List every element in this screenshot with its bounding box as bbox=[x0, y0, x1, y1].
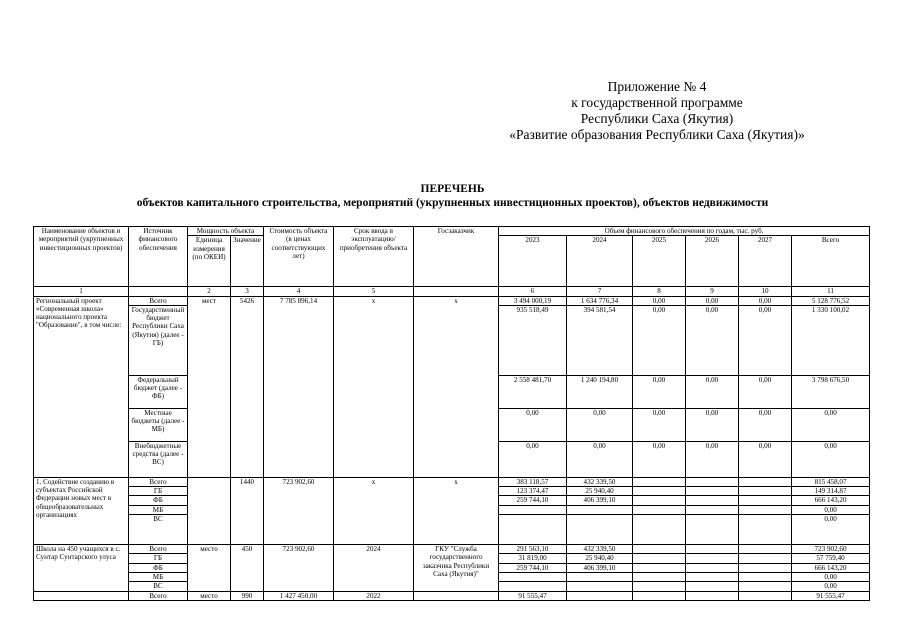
header-year-2027: 2027 bbox=[739, 236, 792, 287]
funding-source: ВС bbox=[129, 582, 188, 591]
funding-value bbox=[567, 582, 633, 591]
funding-source: МБ bbox=[129, 572, 188, 581]
state-customer: х bbox=[414, 477, 499, 544]
funding-value: 0,00 bbox=[792, 408, 870, 441]
funding-value bbox=[499, 515, 567, 545]
funding-value: 91 555,47 bbox=[499, 591, 567, 600]
funding-value bbox=[633, 572, 686, 581]
header-year-2025: 2025 bbox=[633, 236, 686, 287]
funding-value: 0,00 bbox=[686, 441, 739, 477]
col-num: 2 bbox=[188, 287, 231, 296]
funding-value bbox=[686, 496, 739, 505]
funding-value bbox=[739, 496, 792, 505]
funding-value: 0,00 bbox=[499, 441, 567, 477]
funding-value bbox=[739, 582, 792, 591]
funding-value: 149 314,87 bbox=[792, 487, 870, 496]
funding-value: 0,00 bbox=[792, 505, 870, 514]
funding-value bbox=[686, 563, 739, 572]
funding-value: 406 399,10 bbox=[567, 563, 633, 572]
funding-value: 1 330 100,02 bbox=[792, 305, 870, 375]
funding-value bbox=[686, 505, 739, 514]
funding-value bbox=[633, 554, 686, 563]
funding-value: 0,00 bbox=[499, 408, 567, 441]
funding-source: Всего bbox=[129, 545, 188, 554]
state-customer: х bbox=[414, 296, 499, 477]
document-subtitle: объектов капитального строительства, мероприятий (укрупненных инвестиционных проектов), объектов недвижимости bbox=[136, 197, 769, 209]
funding-value: 25 940,40 bbox=[567, 554, 633, 563]
funding-value bbox=[633, 487, 686, 496]
funding-value: 935 518,49 bbox=[499, 305, 567, 375]
appendix-line-4: «Развитие образования Республики Саха (Якутия)» bbox=[509, 127, 805, 142]
header-year-2026: 2026 bbox=[686, 236, 739, 287]
object-cost: 723 902,60 bbox=[264, 545, 334, 591]
funding-value bbox=[567, 572, 633, 581]
capacity-unit: мест bbox=[188, 296, 231, 477]
funding-value: 3 798 676,50 bbox=[792, 375, 870, 408]
funding-value: 432 339,50 bbox=[567, 477, 633, 486]
funding-value: 0,00 bbox=[633, 296, 686, 305]
col-num: 6 bbox=[499, 287, 567, 296]
header-year-2024: 2024 bbox=[567, 236, 633, 287]
funding-value: 2 558 481,70 bbox=[499, 375, 567, 408]
funding-value: 91 555,47 bbox=[792, 591, 870, 600]
table-row bbox=[34, 477, 870, 486]
column-numbers-row bbox=[34, 287, 870, 296]
funding-value: 259 744,10 bbox=[499, 563, 567, 572]
appendix-line-2: к государственной программе bbox=[571, 95, 743, 110]
funding-value: 0,00 bbox=[567, 441, 633, 477]
funding-value: 0,00 bbox=[633, 305, 686, 375]
capacity-value: 1440 bbox=[231, 477, 264, 544]
projects-table bbox=[33, 226, 870, 601]
funding-value: 5 128 776,52 bbox=[792, 296, 870, 305]
funding-value: 0,00 bbox=[567, 408, 633, 441]
funding-value: 25 940,40 bbox=[567, 487, 633, 496]
funding-value: 815 458,07 bbox=[792, 477, 870, 486]
table-row bbox=[34, 591, 870, 600]
funding-value bbox=[739, 515, 792, 545]
funding-value: 0,00 bbox=[792, 441, 870, 477]
funding-value: 0,00 bbox=[686, 408, 739, 441]
capacity-unit: место bbox=[188, 545, 231, 591]
header-customer: Госзаказчик bbox=[414, 227, 499, 287]
state-customer: ГКУ "Служба государственного заказчика Республики Саха (Якутия)" bbox=[414, 545, 499, 591]
header-commission: Срок ввода в эксплуатацию/приобретения объекта bbox=[334, 227, 414, 287]
funding-value: 57 759,40 bbox=[792, 554, 870, 563]
commission-year: 2024 bbox=[334, 545, 414, 591]
object-cost: 7 785 896,14 bbox=[264, 296, 334, 477]
col-num: 4 bbox=[264, 287, 334, 296]
funding-value: 0,00 bbox=[739, 296, 792, 305]
funding-value bbox=[633, 545, 686, 554]
funding-value bbox=[686, 477, 739, 486]
object-name: 1. Содействие созданию в субъектах Российской Федерации новых мест в общеобразовательных организациях bbox=[34, 477, 129, 544]
object-name bbox=[34, 591, 129, 600]
funding-value bbox=[686, 591, 739, 600]
funding-value: 0,00 bbox=[739, 441, 792, 477]
funding-source: ФБ bbox=[129, 563, 188, 572]
funding-value bbox=[633, 515, 686, 545]
header-capacity: Мощность объекта bbox=[188, 227, 264, 236]
funding-source: Внебюджетные средства (далее - ВС) bbox=[129, 441, 188, 477]
funding-value: 0,00 bbox=[633, 408, 686, 441]
funding-value: 0,00 bbox=[686, 296, 739, 305]
appendix-line-3: Республики Саха (Якутия) bbox=[580, 111, 734, 126]
funding-value: 666 143,20 bbox=[792, 563, 870, 572]
funding-value bbox=[739, 563, 792, 572]
header-source: Источник финансового обеспечения bbox=[129, 227, 188, 287]
funding-value: 1 634 776,34 bbox=[567, 296, 633, 305]
funding-source: ФБ bbox=[129, 496, 188, 505]
funding-value: 3 494 000,19 bbox=[499, 296, 567, 305]
col-num: 3 bbox=[231, 287, 264, 296]
funding-value bbox=[739, 487, 792, 496]
funding-value bbox=[739, 477, 792, 486]
funding-source: Федеральный бюджет (далее - ФБ) bbox=[129, 375, 188, 408]
header-unit: Единица измерения (по ОКЕИ) bbox=[188, 236, 231, 287]
col-num bbox=[129, 287, 188, 296]
funding-value: 31 819,00 bbox=[499, 554, 567, 563]
funding-source: Всего bbox=[129, 296, 188, 305]
capacity-value: 990 bbox=[231, 591, 264, 600]
header-year-2023: 2023 bbox=[499, 236, 567, 287]
funding-source: Всего bbox=[129, 591, 188, 600]
table-row bbox=[34, 545, 870, 554]
table-row bbox=[34, 296, 870, 305]
funding-value: 0,00 bbox=[792, 572, 870, 581]
funding-value: 666 143,20 bbox=[792, 496, 870, 505]
funding-value: 0,00 bbox=[686, 305, 739, 375]
col-num: 8 bbox=[633, 287, 686, 296]
funding-value: 123 374,47 bbox=[499, 487, 567, 496]
funding-value bbox=[686, 554, 739, 563]
capacity-value: 5426 bbox=[231, 296, 264, 477]
funding-value bbox=[739, 591, 792, 600]
col-num: 5 bbox=[334, 287, 414, 296]
funding-source: ВС bbox=[129, 515, 188, 545]
commission-year: 2022 bbox=[334, 591, 414, 600]
header-value: Значение bbox=[231, 236, 264, 287]
funding-value: 0,00 bbox=[739, 408, 792, 441]
col-num: 7 bbox=[567, 287, 633, 296]
funding-source: МБ bbox=[129, 505, 188, 514]
object-name: Школа на 450 учащихся в с. Сунтар Сунтарского улуса bbox=[34, 545, 129, 591]
funding-value bbox=[567, 515, 633, 545]
funding-value bbox=[499, 505, 567, 514]
funding-value bbox=[633, 496, 686, 505]
funding-value: 0,00 bbox=[792, 515, 870, 545]
object-cost: 723 902,60 bbox=[264, 477, 334, 544]
funding-value: 432 339,50 bbox=[567, 545, 633, 554]
header-funding: Объем финансового обеспечения по годам, тыс. руб. bbox=[499, 227, 870, 236]
state-customer bbox=[414, 591, 499, 600]
funding-value bbox=[686, 545, 739, 554]
funding-value bbox=[499, 572, 567, 581]
document-title: ПЕРЕЧЕНЬ bbox=[420, 183, 485, 195]
funding-value: 406 399,10 bbox=[567, 496, 633, 505]
funding-value bbox=[686, 487, 739, 496]
funding-value bbox=[739, 572, 792, 581]
col-num: 10 bbox=[739, 287, 792, 296]
funding-value bbox=[739, 505, 792, 514]
capacity-unit bbox=[188, 477, 231, 544]
funding-value bbox=[633, 563, 686, 572]
funding-value bbox=[633, 582, 686, 591]
object-cost: 1 427 450,00 bbox=[264, 591, 334, 600]
funding-value bbox=[567, 591, 633, 600]
funding-value bbox=[633, 505, 686, 514]
col-num: 9 bbox=[686, 287, 739, 296]
funding-value bbox=[567, 505, 633, 514]
funding-value: 0,00 bbox=[739, 305, 792, 375]
appendix-header bbox=[477, 79, 837, 143]
header-cost: Стоимость объекта (в ценах соответствующих лет) bbox=[264, 227, 334, 287]
funding-value bbox=[739, 554, 792, 563]
funding-value: 0,00 bbox=[633, 441, 686, 477]
funding-value: 383 118,57 bbox=[499, 477, 567, 486]
capacity-value: 450 bbox=[231, 545, 264, 591]
funding-source: ГБ bbox=[129, 487, 188, 496]
funding-value bbox=[633, 477, 686, 486]
funding-value: 1 240 194,80 bbox=[567, 375, 633, 408]
funding-source: Всего bbox=[129, 477, 188, 486]
funding-value: 394 581,54 bbox=[567, 305, 633, 375]
funding-value: 259 744,10 bbox=[499, 496, 567, 505]
funding-value: 0,00 bbox=[686, 375, 739, 408]
funding-value bbox=[739, 545, 792, 554]
header-name: Наименование объектов и мероприятий (укрупненных инвестиционных проектов) bbox=[34, 227, 129, 287]
funding-value bbox=[499, 582, 567, 591]
commission-year: х bbox=[334, 477, 414, 544]
commission-year: х bbox=[334, 296, 414, 477]
col-num: 11 bbox=[792, 287, 870, 296]
capacity-unit: место bbox=[188, 591, 231, 600]
appendix-line-1: Приложение № 4 bbox=[607, 79, 707, 94]
funding-value: 723 902,60 bbox=[792, 545, 870, 554]
object-name: Региональный проект «Современная школа» национального проекта "Образование", в том числе: bbox=[34, 296, 129, 477]
header-total: Всего bbox=[792, 236, 870, 287]
funding-value: 0,00 bbox=[633, 375, 686, 408]
funding-source: Местные бюджеты (далее - МБ) bbox=[129, 408, 188, 441]
header-row-1 bbox=[34, 227, 870, 236]
funding-value: 0,00 bbox=[792, 582, 870, 591]
funding-value bbox=[686, 515, 739, 545]
col-num: 1 bbox=[34, 287, 129, 296]
funding-source: ГБ bbox=[129, 554, 188, 563]
funding-source: Государственный бюджет Республики Саха (Якутия) (далее - ГБ) bbox=[129, 305, 188, 375]
funding-value: 291 563,10 bbox=[499, 545, 567, 554]
funding-value bbox=[686, 572, 739, 581]
col-num bbox=[414, 287, 499, 296]
funding-value bbox=[686, 582, 739, 591]
funding-value: 0,00 bbox=[739, 375, 792, 408]
funding-value bbox=[633, 591, 686, 600]
